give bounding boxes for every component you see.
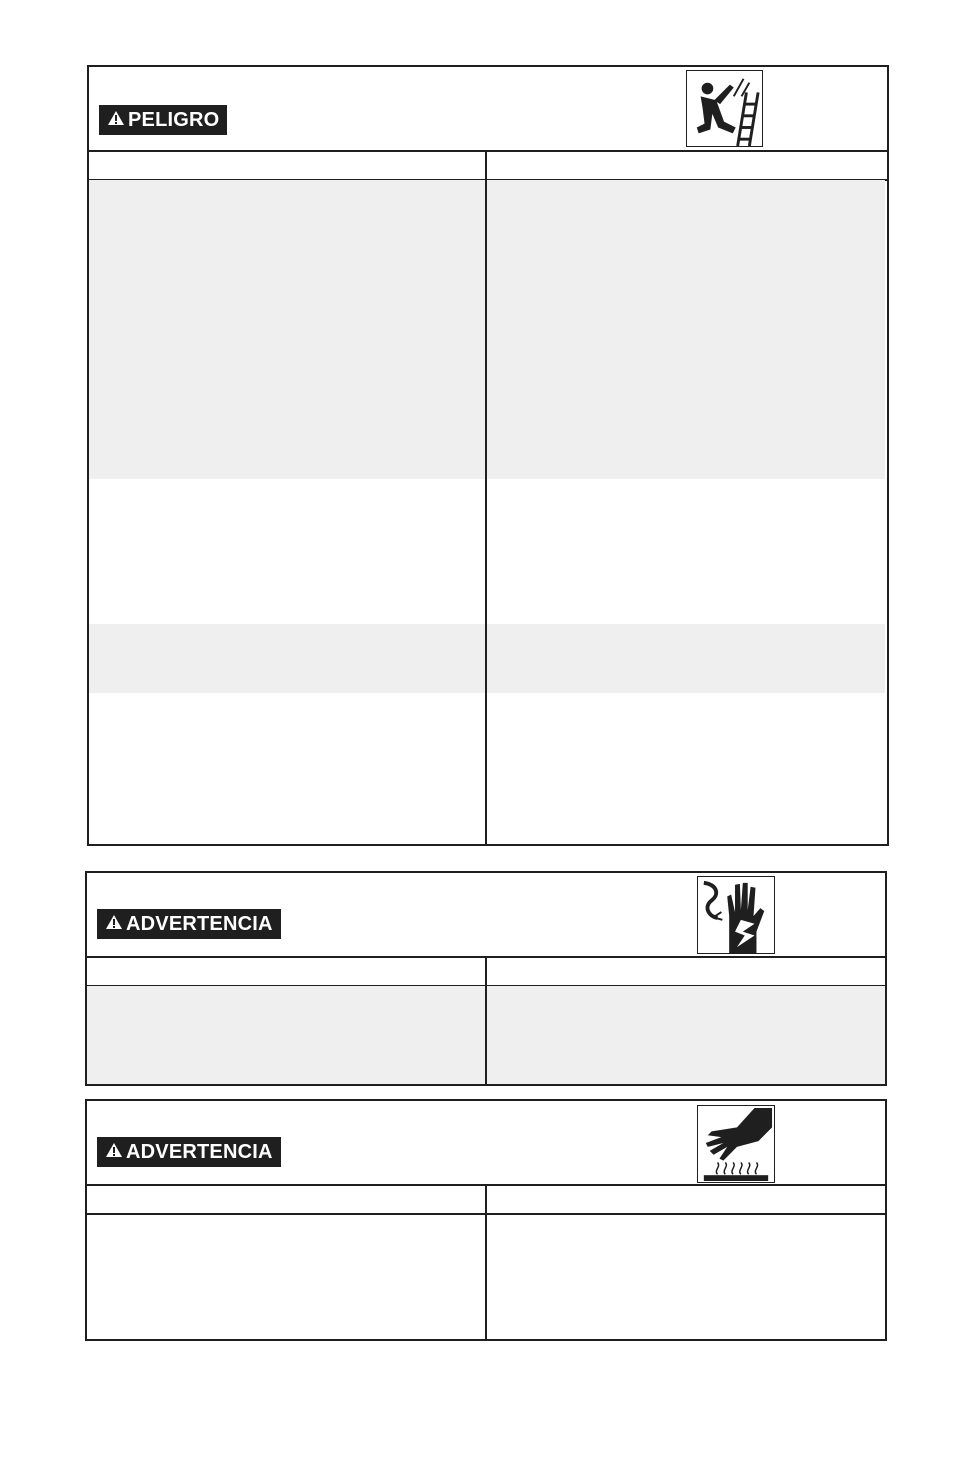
danger-signal-word (99, 105, 227, 135)
hot-surface-warning-panel (85, 1099, 887, 1341)
warning-triangle-icon (105, 1137, 123, 1167)
hot-surface-signal-label: ADVERTENCIA (126, 1141, 273, 1163)
danger-row-1 (89, 180, 885, 479)
danger-column-divider (485, 150, 487, 844)
warning-triangle-icon (105, 909, 123, 939)
hot-surface-icon (697, 1105, 775, 1183)
danger-signal-label: PELIGRO (128, 109, 220, 131)
danger-row-3 (89, 624, 885, 693)
electric-column-divider (485, 956, 487, 1084)
danger-column-header-row (89, 150, 887, 181)
fall-hazard-icon (686, 70, 763, 147)
warning-triangle-icon (107, 105, 125, 135)
electric-shock-icon (697, 876, 775, 954)
electric-signal-word (97, 909, 281, 939)
danger-panel (87, 65, 889, 846)
electric-warning-panel (85, 871, 887, 1086)
hot-surface-signal-word (97, 1137, 281, 1167)
electric-signal-label: ADVERTENCIA (126, 913, 273, 935)
hot-surface-column-divider (485, 1184, 487, 1339)
